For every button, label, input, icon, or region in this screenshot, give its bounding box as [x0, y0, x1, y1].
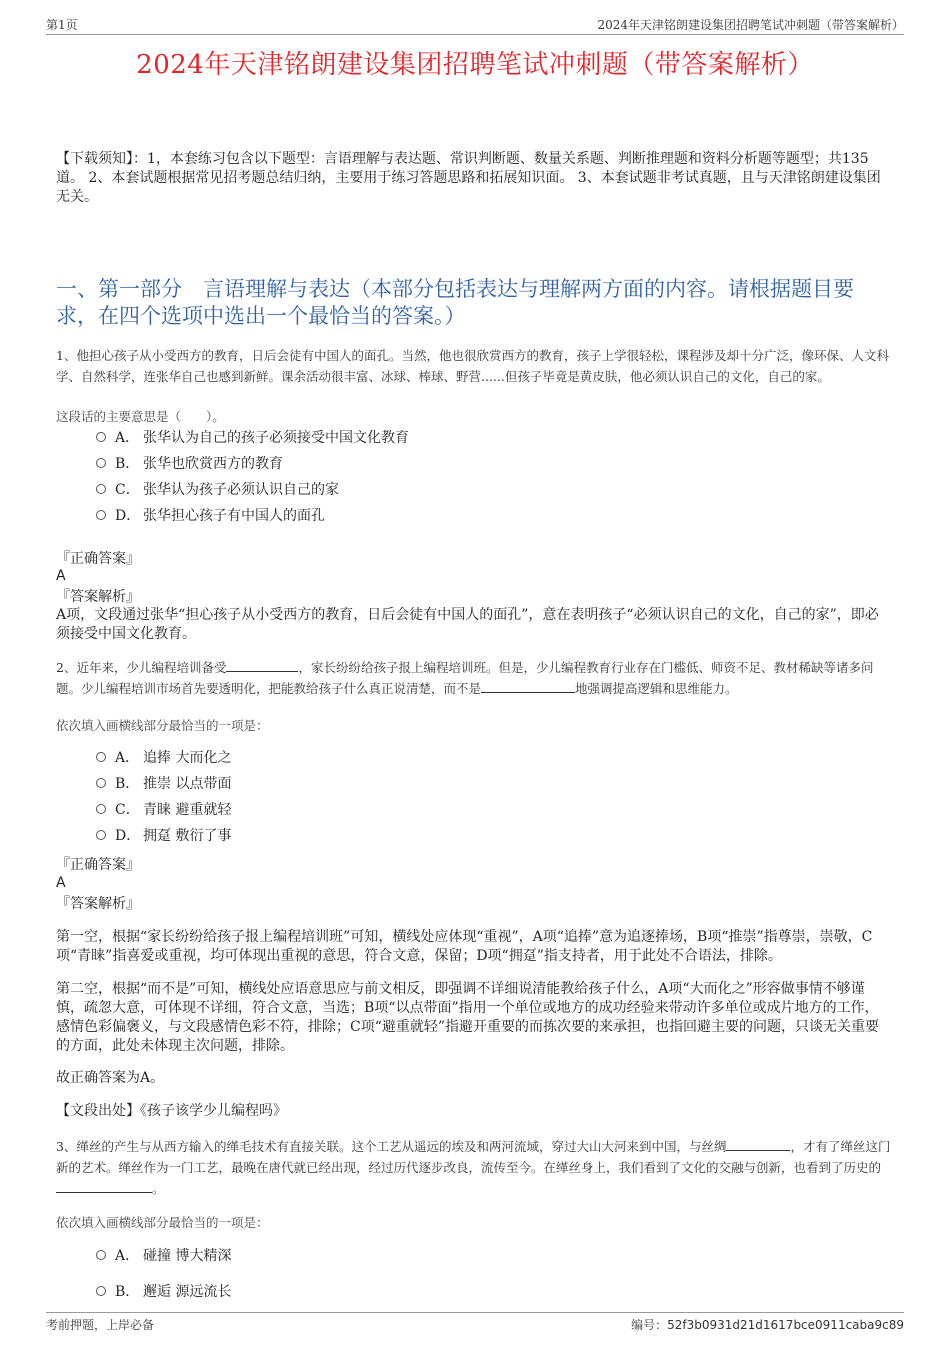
footer-code: 编号：52f3b0931d21d1617bce0911caba9c89 — [631, 1318, 904, 1332]
question-1-answer-label: 『正确答案』 — [56, 551, 140, 567]
question-2-option-c[interactable]: C． 青睐 避重就轻 — [96, 800, 231, 820]
question-3-option-b[interactable]: B． 邂逅 源远流长 — [96, 1282, 231, 1302]
question-2-answer-label: 『正确答案』 — [56, 857, 140, 873]
radio-icon[interactable] — [96, 432, 106, 442]
radio-icon[interactable] — [96, 510, 106, 520]
download-notice: 【下载须知】：1，本套练习包含以下题型：言语理解与表达题、常识判断题、数量关系题、判断推理题和资料分析题等题型；共135道。 2、本套试题根据常见招考题总结归纳，主要用于练习答题思路和拓展知识面。 3、本套试题非考试真题，且与天津铭朗建设集团无关。 — [56, 151, 881, 205]
question-1-option-d[interactable]: D． 张华担心孩子有中国人的面孔 — [96, 506, 325, 526]
question-2-analysis-para-2: 第二空，根据“而不是”可知，横线处应语意思应与前文相反，即强调不详细说清能教给孩子什么，A项“大而化之”形容做事情不够谨慎，疏忽大意，可体现不详细，符合文意，当选；B项“以点带面”指用一个单位或地方的成功经验来带动许多单位或成片地方的工作，感情色彩偏褒义，与文段感情色彩不符，排除；C项“避重就轻”指避开重要的而拣次要的来承担，也指回避主要的问题，只谈无关重要的方面，此处未体现主次问题，排除。 — [56, 981, 880, 1054]
question-1-option-b[interactable]: B． 张华也欣赏西方的教育 — [96, 454, 283, 474]
question-1-analysis-label: 『答案解析』 — [56, 589, 140, 605]
radio-icon[interactable] — [96, 458, 106, 468]
question-2-option-d[interactable]: D． 拥趸 敷衍了事 — [96, 826, 231, 846]
radio-icon[interactable] — [96, 1286, 106, 1296]
radio-icon[interactable] — [96, 1250, 106, 1260]
radio-icon[interactable] — [96, 778, 106, 788]
question-2-source: 【文段出处】《孩子该学少儿编程吗》 — [56, 1103, 287, 1119]
radio-icon[interactable] — [96, 752, 106, 762]
radio-icon[interactable] — [96, 830, 106, 840]
page-title: 2024年天津铭朗建设集团招聘笔试冲刺题（带答案解析） — [136, 50, 814, 80]
question-1-analysis: A项，文段通过张华“担心孩子从小受西方的教育，日后会徒有中国人的面孔”，意在表明孩子“必须认识自己的文化，自己的家”，即必须接受中国文化教育。 — [56, 607, 879, 642]
fill-blank — [481, 680, 575, 693]
question-2-option-a[interactable]: A． 追捧 大而化之 — [96, 748, 231, 768]
question-2-analysis-para-1: 第一空，根据“家长纷纷给孩子报上编程培训班”可知，横线处应体现“重视”，A项“追捧”意为追逐捧场，B项“推崇”指尊崇，崇敬，C项“青睐”指喜爱或重视，均可体现出重视的意思，符合文意，保留；D项“拥趸”指支持者，用于此处不合语法，排除。 — [56, 929, 873, 964]
footer-slogan: 考前押题，上岸必备 — [46, 1318, 155, 1332]
page-footer — [46, 1312, 904, 1335]
header-doc-title: 2024年天津铭朗建设集团招聘笔试冲刺题（带答案解析） — [597, 18, 904, 32]
question-2-conclusion: 故正确答案为A。 — [56, 1070, 165, 1086]
page-header — [46, 14, 904, 35]
question-3-option-a[interactable]: A． 碰撞 博大精深 — [96, 1246, 231, 1266]
section-heading: 一、第一部分 言语理解与表达（本部分包括表达与理解两方面的内容。请根据题目要求，在四个选项中选出一个最恰当的答案。） — [56, 277, 854, 328]
fill-blank — [226, 659, 298, 672]
radio-icon[interactable] — [96, 484, 106, 494]
question-1-option-a[interactable]: A． 张华认为自己的孩子必须接受中国文化教育 — [96, 428, 409, 448]
question-2-analysis-label: 『答案解析』 — [56, 896, 140, 912]
question-2-option-b[interactable]: B． 推崇 以点带面 — [96, 774, 231, 794]
page-number: 第1页 — [46, 18, 78, 32]
question-1-option-c[interactable]: C． 张华认为孩子必须认识自己的家 — [96, 480, 339, 500]
question-1-prompt: 这段话的主要意思是（ ）。 — [56, 409, 225, 424]
fill-blank — [56, 1180, 152, 1193]
question-2-stem: 2、近年来，少儿编程培训备受 ，家长纷纷给孩子报上编程培训班。但是，少儿编程教育行业存在门槛低、师资不足、教材稀缺等诸多问题。少儿编程培训市场首先要透明化，把能教给孩子什么真正说清楚，而不是 地强调提高逻辑和思维能力。 — [56, 660, 874, 696]
fill-blank — [726, 1138, 790, 1151]
question-1-answer: A — [56, 568, 66, 584]
question-3-stem: 3、缂丝的产生与从西方输入的缂毛技术有直接关联。这个工艺从遥远的埃及和两河流域，穿过大山大河来到中国，与丝绸 ，才有了缂丝这门新的艺术。缂丝作为一门工艺，最晚在唐代就已经出现，经过历代逐步改良，流传至今。在缂丝身上，我们看到了文化的交融与创新，也看到了历史的。 — [56, 1139, 891, 1196]
radio-icon[interactable] — [96, 804, 106, 814]
question-2-prompt: 依次填入画横线部分最恰当的一项是： — [56, 718, 269, 733]
question-2-answer: A — [56, 875, 66, 891]
question-3-prompt: 依次填入画横线部分最恰当的一项是： — [56, 1215, 269, 1230]
question-1-stem: 1、他担心孩子从小受西方的教育，日后会徒有中国人的面孔。当然，他也很欣赏西方的教育，孩子上学很轻松，课程涉及却十分广泛，像环保、人文科学、自然科学，连张华自己也感到新鲜。课余活动很丰富、冰球、棒球、野营......但孩子毕竟是黄皮肤，他必须认识自己的文化，自己的家。 — [56, 348, 889, 384]
